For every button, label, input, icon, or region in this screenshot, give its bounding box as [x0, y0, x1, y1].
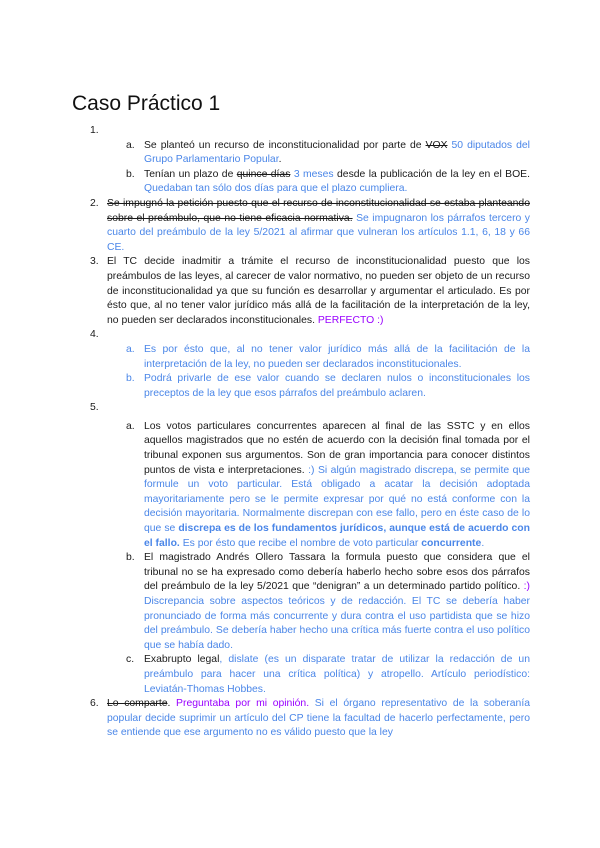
- sub-letter: c.: [126, 654, 135, 666]
- correction-emphasis: discrepa es de los fundamentos jurídicos, aunque está de acuerdo con el fallo.: [144, 523, 530, 549]
- list-item-1: [72, 124, 530, 139]
- sub-item-1b: [72, 168, 530, 197]
- correction-text: Es por ésto que recibe el nombre de voto particular: [179, 537, 422, 549]
- correction-text: Podrá privarle de ese valor cuando se declaren nulos o inconstitucionales los preceptos de la ley que esos párrafos del preámbulo aclaren.: [144, 373, 530, 399]
- document-title: Caso Práctico 1: [72, 92, 221, 115]
- sub-item-4a: [72, 343, 530, 372]
- correction-text: 3 meses: [290, 168, 334, 180]
- correction-text: Se impugnaron los párrafos tercero y cuarto del preámbulo de la ley 5/2021 al afirmar que vulneran los artículos 1.1, 6, 18 y 66 CE.: [107, 212, 530, 253]
- item-number: 2.: [90, 197, 99, 209]
- teacher-comment: Preguntaba por mi opinión.: [170, 698, 310, 710]
- struck-text: VOX: [425, 139, 448, 151]
- sub-letter: a.: [126, 139, 135, 151]
- sub-item-5a: [72, 420, 530, 551]
- correction-text: .: [481, 537, 485, 549]
- sub-letter: a.: [126, 420, 135, 432]
- answer-text: Los votos particulares concurrentes aparecen al final de las SSTC y en ellos aquellos magistrados que no estén de acuerdo con la decisión final tomada por el tribunal exponen sus argumentos. Son de gran importancia para conocer distintos puntos de vista e interpretaciones.: [144, 420, 530, 476]
- correction-text: Es por ésto que, al no tener valor jurídico más allá de la facilitación de la interpretación de la ley, no pueden ser declarados inconstitucionales.: [144, 343, 530, 370]
- answer-text: desde la publicación de la ley en el BOE.: [333, 168, 530, 180]
- item-number: 4.: [90, 329, 99, 341]
- answer-text: Se planteó un recurso de inconstitucionalidad por parte de: [144, 139, 426, 151]
- answer-text: El TC decide inadmitir a trámite el recurso de inconstitucionalidad puesto que los preámbulos de las leyes, al carecer de valor normativo, no pueden ser objeto de un recurso de inconstitucionalidad ya que su función es desarrollar y argumentar el articulado. Es por ésto que, al no tener valor jurídico más allá de la facilitación de la interpretación de la ley, no pueden ser declarados inconstitucionales.: [107, 256, 530, 326]
- item-number: 3.: [90, 256, 99, 268]
- sub-item-5c: [72, 653, 530, 697]
- list-item-3: [72, 255, 530, 328]
- struck-text: Se impugnó la petición puesto que el recurso de inconstitucionalidad se estaba planteando sobre el preámbulo, que no tiene eficacia normativa.: [107, 197, 530, 224]
- sub-letter: b.: [126, 552, 135, 564]
- answer-text: Tenían un plazo de: [144, 168, 237, 180]
- document-body: [72, 124, 530, 741]
- correction-text: Si el órgano representativo de la soberanía popular decide suprimir un artículo del CP tiene la facultad de hacerlo perfectamente, pero se entiende que ese argumento no es válido puesto que la ley: [107, 698, 530, 739]
- sub-letter: a.: [126, 343, 135, 355]
- list-item-6: [72, 697, 530, 741]
- sub-item-4b: [72, 372, 530, 401]
- sub-item-5b: [72, 551, 530, 653]
- sub-item-1a: [72, 139, 530, 168]
- list-item-4: [72, 328, 530, 343]
- answer-text: El magistrado Andrés Ollero Tassara la formula puesto que considera que el tribunal no se ha expresado como debería haberlo hecho sobre esos dos párrafos del preámbulo de la ley 5/2021 que “denigran” a un determinado partido político.: [144, 552, 530, 593]
- correction-text: Quedaban tan sólo dos días para que el plazo cumpliera.: [144, 183, 408, 195]
- correction-text: Discrepancia sobre aspectos teóricos y de redacción. El TC se debería haber pronunciado de forma más concurrente y dura contra el uso partidista que se hizo del preámbulo. Se debería haber hecho una crítica más fuerte contra el uso político que se había dado.: [144, 596, 530, 651]
- correction-text: , dislate (es un disparate tratar de utilizar la redacción de un preámbulo para hacer una crítica política) y atropello. Artículo periodístico: Leviatán-Thomas Hobbes.: [144, 654, 530, 695]
- answer-text: .: [278, 154, 282, 166]
- list-item-2: [72, 197, 530, 255]
- answer-text: .: [167, 698, 171, 710]
- struck-text: quince días: [236, 168, 291, 180]
- answer-text: Exabrupto legal: [144, 654, 220, 666]
- struck-text: Lo comparte: [107, 698, 168, 710]
- item-number: 1.: [90, 125, 99, 136]
- list-item-5: [72, 401, 530, 416]
- correction-text: :) Si algún magistrado discrepa, se permite que formule un voto particular. Está obligado a acatar la decisión adoptada mayoritariamente pero se le permite expresar por qué no está conforme con la decisión mayoritaria. Normalmente discrepan con ese fallo, pero en éste caso de lo que se: [144, 464, 531, 535]
- correction-emphasis: concurrente: [421, 537, 482, 549]
- item-number: 5.: [90, 402, 99, 414]
- teacher-comment: PERFECTO :): [314, 314, 384, 326]
- sub-letter: b.: [126, 373, 135, 385]
- item-number: 6.: [90, 698, 99, 710]
- sub-letter: b.: [126, 168, 135, 180]
- correction-text: 50 diputados del Grupo Parlamentario Popular: [144, 139, 530, 166]
- teacher-comment: :): [520, 581, 530, 593]
